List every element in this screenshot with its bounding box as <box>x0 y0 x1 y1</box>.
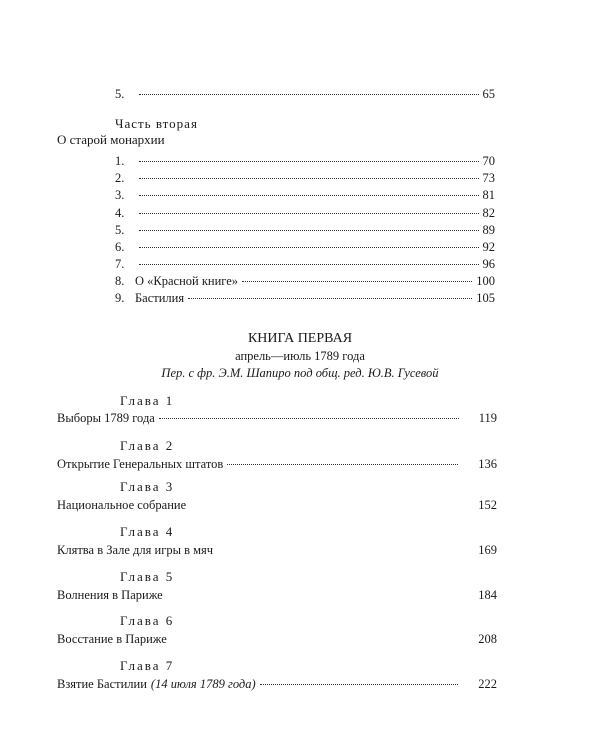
entry-number: 3. <box>115 188 125 202</box>
chapter-entry <box>57 410 497 426</box>
chapter-label: Глава 1 <box>120 393 175 408</box>
book-period: апрель—июль 1789 года <box>235 349 365 363</box>
chapter-title-italic: (14 июля 1789 года) <box>150 677 256 691</box>
entry-page: 82 <box>482 206 495 220</box>
entry-page: 100 <box>476 274 495 288</box>
chapter-entry <box>57 587 497 603</box>
dot-leader <box>188 298 472 299</box>
dot-leader <box>242 281 472 282</box>
chapter-title: Клятва в Зале для игры в мяч <box>57 543 214 557</box>
chapter-entry <box>57 456 497 472</box>
toc-entry <box>115 187 495 203</box>
dot-leader <box>139 94 479 95</box>
entry-number: 2. <box>115 171 125 185</box>
chapter-page: 169 <box>478 543 497 557</box>
chapter-label: Глава 3 <box>120 479 175 494</box>
dot-leader <box>167 595 459 596</box>
chapter-page: 222 <box>478 677 497 691</box>
chapter-page: 136 <box>478 457 497 471</box>
dot-leader <box>171 639 458 640</box>
chapter-label: Глава 5 <box>120 569 175 584</box>
chapter-title: Волнения в Париже <box>57 588 163 602</box>
toc-entry <box>115 239 495 255</box>
toc-entry <box>115 290 495 306</box>
entry-title: О «Красной книге» <box>135 274 239 288</box>
entry-page: 92 <box>482 240 495 254</box>
chapter-page: 119 <box>478 411 497 425</box>
chapter-label: Глава 6 <box>120 613 175 628</box>
dot-leader <box>227 464 458 465</box>
chapter-label: Глава 2 <box>120 438 175 453</box>
entry-page: 65 <box>482 87 495 101</box>
toc-entry <box>115 86 495 102</box>
dot-leader <box>139 230 479 231</box>
chapter-page: 184 <box>478 588 497 602</box>
toc-entry <box>115 222 495 238</box>
chapter-label: Глава 7 <box>120 658 175 673</box>
toc-entry <box>115 170 495 186</box>
part-title: О старой монархии <box>57 132 165 147</box>
entry-page: 96 <box>482 257 495 271</box>
dot-leader <box>139 178 479 179</box>
entry-page: 73 <box>482 171 495 185</box>
dot-leader <box>139 161 479 162</box>
entry-number: 1. <box>115 154 125 168</box>
chapter-entry <box>57 542 497 558</box>
toc-entry <box>115 273 495 289</box>
toc-entry <box>115 256 495 272</box>
chapter-entry <box>57 631 497 647</box>
dot-leader <box>139 213 479 214</box>
chapter-title: Национальное собрание <box>57 498 187 512</box>
toc-entry <box>115 205 495 221</box>
book-title: КНИГА ПЕРВАЯ <box>247 331 353 346</box>
entry-number: 5. <box>115 87 125 101</box>
chapter-title: Восстание в Париже <box>57 632 167 646</box>
chapter-page: 208 <box>478 632 497 646</box>
chapter-title: Выборы 1789 года <box>57 411 155 425</box>
entry-number: 9. <box>115 291 125 305</box>
entry-number: 6. <box>115 240 125 254</box>
dot-leader <box>139 247 479 248</box>
dot-leader <box>260 684 459 685</box>
entry-page: 89 <box>482 223 495 237</box>
dot-leader <box>217 550 458 551</box>
toc-entry <box>115 153 495 169</box>
entry-number: 7. <box>115 257 125 271</box>
entry-page: 105 <box>476 291 495 305</box>
chapter-entry <box>57 676 497 692</box>
dot-leader <box>159 418 459 419</box>
translator-note: Пер. с фр. Э.М. Шапиро под общ. ред. Ю.В. Гусевой <box>161 366 439 380</box>
chapter-page: 152 <box>478 498 497 512</box>
chapter-title: Взятие Бастилии <box>57 677 147 691</box>
entry-number: 8. <box>115 274 125 288</box>
entry-number: 5. <box>115 223 125 237</box>
chapter-entry <box>57 497 497 513</box>
chapter-label: Глава 4 <box>120 524 175 539</box>
part-heading: Часть вторая <box>115 116 198 131</box>
chapter-title: Открытие Генеральных штатов <box>57 457 224 471</box>
entry-page: 81 <box>482 188 495 202</box>
dot-leader <box>139 264 479 265</box>
dot-leader <box>190 505 458 506</box>
entry-number: 4. <box>115 206 125 220</box>
dot-leader <box>139 195 479 196</box>
entry-page: 70 <box>482 154 495 168</box>
entry-title: Бастилия <box>135 291 185 305</box>
